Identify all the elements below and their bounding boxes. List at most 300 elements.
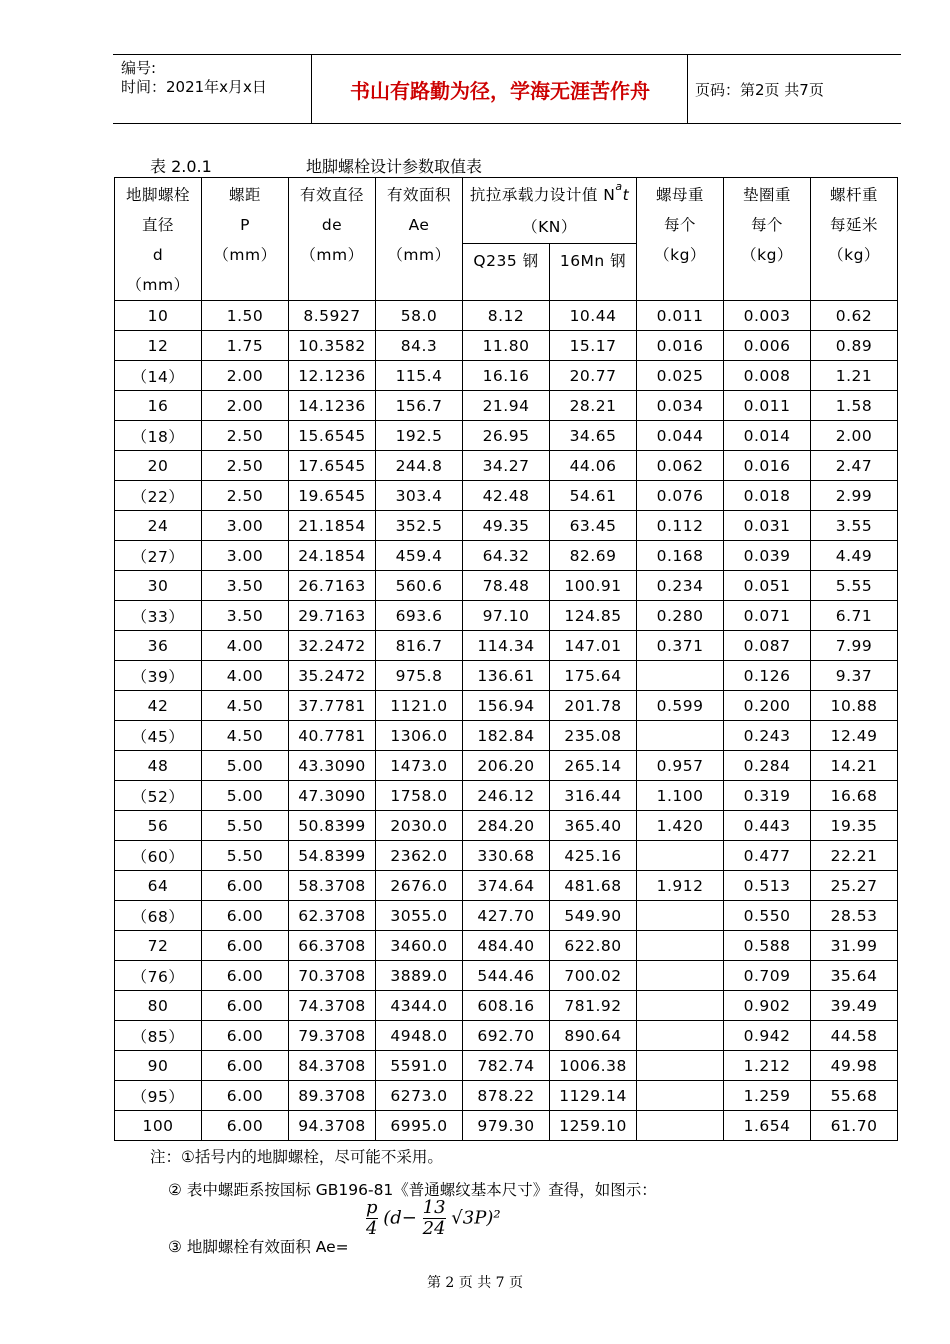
cell-q235: 97.10 (463, 601, 550, 631)
table-row (115, 721, 898, 751)
cell-rod-weight: 1.21 (811, 361, 898, 391)
cell-eff-diameter: 21.1854 (289, 511, 376, 541)
header-washer-weight (724, 178, 811, 301)
cell-washer-weight: 0.051 (724, 571, 811, 601)
cell-q235: 878.22 (463, 1081, 550, 1111)
cell-rod-weight: 31.99 (811, 931, 898, 961)
table-row (115, 601, 898, 631)
cell-diameter: 30 (115, 571, 202, 601)
cell-pitch: 3.50 (202, 601, 289, 631)
cell-q235: 11.80 (463, 331, 550, 361)
cell-pitch: 6.00 (202, 871, 289, 901)
cell-eff-area: 6995.0 (376, 1111, 463, 1141)
cell-16mn: 890.64 (550, 1021, 637, 1051)
header-text: （kg） (828, 246, 880, 264)
cell-eff-diameter: 47.3090 (289, 781, 376, 811)
formula-text: (d− (383, 1207, 417, 1229)
cell-eff-area: 693.6 (376, 601, 463, 631)
cell-washer-weight: 0.071 (724, 601, 811, 631)
cell-eff-area: 1473.0 (376, 751, 463, 781)
cell-diameter: 48 (115, 751, 202, 781)
cell-eff-area: 1121.0 (376, 691, 463, 721)
cell-washer-weight: 0.018 (724, 481, 811, 511)
table-body (115, 301, 898, 1141)
header-text: d (152, 246, 164, 264)
cell-nut-weight (637, 1081, 724, 1111)
cell-rod-weight: 61.70 (811, 1111, 898, 1141)
cell-eff-diameter: 37.7781 (289, 691, 376, 721)
cell-nut-weight (637, 841, 724, 871)
cell-16mn: 265.14 (550, 751, 637, 781)
cell-q235: 64.32 (463, 541, 550, 571)
cell-eff-area: 5591.0 (376, 1051, 463, 1081)
cell-16mn: 15.17 (550, 331, 637, 361)
cell-washer-weight: 1.259 (724, 1081, 811, 1111)
table-row (115, 901, 898, 931)
cell-q235: 608.16 (463, 991, 550, 1021)
cell-eff-diameter: 40.7781 (289, 721, 376, 751)
cell-16mn: 124.85 (550, 601, 637, 631)
cell-eff-area: 352.5 (376, 511, 463, 541)
cell-diameter: （14） (115, 361, 202, 391)
document-number-label: 编号: (121, 59, 157, 77)
cell-washer-weight: 0.902 (724, 991, 811, 1021)
cell-pitch: 6.00 (202, 1021, 289, 1051)
capacity-subscript: t (622, 186, 630, 204)
cell-eff-diameter: 24.1854 (289, 541, 376, 571)
cell-eff-diameter: 14.1236 (289, 391, 376, 421)
cell-washer-weight: 0.008 (724, 361, 811, 391)
cell-q235: 374.64 (463, 871, 550, 901)
cell-eff-area: 3889.0 (376, 961, 463, 991)
cell-rod-weight: 16.68 (811, 781, 898, 811)
cell-q235: 979.30 (463, 1111, 550, 1141)
cell-q235: 49.35 (463, 511, 550, 541)
document-time-label: 时间：2021年x月x日 (121, 78, 267, 96)
cell-pitch: 4.50 (202, 691, 289, 721)
cell-washer-weight: 0.443 (724, 811, 811, 841)
note-1: 注：①括号内的地脚螺栓，尽可能不采用。 (150, 1148, 443, 1166)
cell-pitch: 2.50 (202, 481, 289, 511)
cell-16mn: 365.40 (550, 811, 637, 841)
cell-washer-weight: 0.942 (724, 1021, 811, 1051)
cell-diameter: 24 (115, 511, 202, 541)
cell-pitch: 5.00 (202, 751, 289, 781)
cell-eff-area: 303.4 (376, 481, 463, 511)
table-number: 表 2.0.1 (150, 157, 212, 176)
cell-rod-weight: 49.98 (811, 1051, 898, 1081)
cell-nut-weight: 0.599 (637, 691, 724, 721)
cell-rod-weight: 44.58 (811, 1021, 898, 1051)
cell-nut-weight: 0.112 (637, 511, 724, 541)
table-row (115, 991, 898, 1021)
cell-rod-weight: 28.53 (811, 901, 898, 931)
cell-diameter: （76） (115, 961, 202, 991)
cell-pitch: 3.50 (202, 571, 289, 601)
formula-numerator: p (366, 1197, 378, 1218)
table-row (115, 451, 898, 481)
table-row (115, 1051, 898, 1081)
cell-nut-weight: 0.371 (637, 631, 724, 661)
table-row (115, 1081, 898, 1111)
cell-washer-weight: 0.006 (724, 331, 811, 361)
cell-eff-area: 560.6 (376, 571, 463, 601)
cell-q235: 330.68 (463, 841, 550, 871)
cell-eff-diameter: 15.6545 (289, 421, 376, 451)
table-row (115, 781, 898, 811)
table-row (115, 481, 898, 511)
cell-washer-weight: 0.014 (724, 421, 811, 451)
cell-eff-area: 115.4 (376, 361, 463, 391)
formula-denominator: 24 (422, 1218, 446, 1239)
cell-diameter: 100 (115, 1111, 202, 1141)
cell-nut-weight (637, 1021, 724, 1051)
capacity-superscript: a (615, 180, 623, 193)
table-row (115, 571, 898, 601)
cell-washer-weight: 1.212 (724, 1051, 811, 1081)
cell-eff-diameter: 19.6545 (289, 481, 376, 511)
header-text: （kg） (654, 246, 706, 264)
cell-q235: 34.27 (463, 451, 550, 481)
cell-nut-weight: 1.420 (637, 811, 724, 841)
table-row (115, 541, 898, 571)
header-text: （mm） (300, 246, 364, 264)
cell-eff-area: 2676.0 (376, 871, 463, 901)
cell-eff-diameter: 50.8399 (289, 811, 376, 841)
cell-q235: 114.34 (463, 631, 550, 661)
header-motto: 书山有路勤为径，学海无涯苦作舟 (350, 79, 650, 103)
cell-nut-weight (637, 661, 724, 691)
table-row (115, 301, 898, 331)
cell-eff-diameter: 29.7163 (289, 601, 376, 631)
formula-fraction (423, 1198, 446, 1239)
note-3: ③ 地脚螺栓有效面积 Ae= (168, 1238, 349, 1256)
table-row (115, 421, 898, 451)
formula-fraction (366, 1198, 378, 1239)
cell-q235: 8.12 (463, 301, 550, 331)
cell-pitch: 2.50 (202, 421, 289, 451)
cell-pitch: 1.75 (202, 331, 289, 361)
cell-diameter: 90 (115, 1051, 202, 1081)
header-text: 有效直径 (299, 186, 364, 204)
cell-nut-weight (637, 931, 724, 961)
cell-nut-weight: 0.011 (637, 301, 724, 331)
cell-diameter: （33） (115, 601, 202, 631)
table-row (115, 391, 898, 421)
cell-q235: 284.20 (463, 811, 550, 841)
cell-q235: 16.16 (463, 361, 550, 391)
cell-diameter: （27） (115, 541, 202, 571)
header-text: 每个 (751, 216, 784, 234)
cell-rod-weight: 7.99 (811, 631, 898, 661)
cell-16mn: 63.45 (550, 511, 637, 541)
cell-q235: 206.20 (463, 751, 550, 781)
cell-eff-area: 2030.0 (376, 811, 463, 841)
cell-16mn: 34.65 (550, 421, 637, 451)
cell-eff-area: 58.0 (376, 301, 463, 331)
cell-16mn: 1006.38 (550, 1051, 637, 1081)
cell-diameter: 20 (115, 451, 202, 481)
cell-rod-weight: 10.88 (811, 691, 898, 721)
cell-diameter: （60） (115, 841, 202, 871)
header-effective-area (376, 178, 463, 301)
cell-rod-weight: 5.55 (811, 571, 898, 601)
page-footer: 第 2 页 共 7 页 (426, 1275, 524, 1291)
cell-pitch: 6.00 (202, 931, 289, 961)
table-row (115, 691, 898, 721)
cell-nut-weight (637, 991, 724, 1021)
header-diameter (115, 178, 202, 301)
header-effective-diameter (289, 178, 376, 301)
cell-16mn: 201.78 (550, 691, 637, 721)
cell-diameter: 36 (115, 631, 202, 661)
cell-16mn: 82.69 (550, 541, 637, 571)
header-text: （mm） (126, 276, 190, 294)
cell-16mn: 481.68 (550, 871, 637, 901)
cell-q235: 136.61 (463, 661, 550, 691)
table-row (115, 1111, 898, 1141)
cell-pitch: 6.00 (202, 1111, 289, 1141)
cell-diameter: （68） (115, 901, 202, 931)
cell-rod-weight: 9.37 (811, 661, 898, 691)
cell-nut-weight (637, 1051, 724, 1081)
cell-eff-diameter: 84.3708 (289, 1051, 376, 1081)
cell-washer-weight: 0.087 (724, 631, 811, 661)
note-2: ② 表中螺距系按国标 GB196-81《普通螺纹基本尺寸》查得，如图示： (168, 1181, 657, 1199)
cell-diameter: （95） (115, 1081, 202, 1111)
cell-nut-weight: 1.100 (637, 781, 724, 811)
cell-washer-weight: 0.003 (724, 301, 811, 331)
header-16mn: 16Mn 钢 (550, 244, 637, 301)
cell-pitch: 6.00 (202, 1051, 289, 1081)
cell-nut-weight: 0.957 (637, 751, 724, 781)
header-text: P (240, 216, 250, 234)
table-row (115, 961, 898, 991)
cell-16mn: 10.44 (550, 301, 637, 331)
cell-eff-diameter: 70.3708 (289, 961, 376, 991)
cell-eff-area: 3055.0 (376, 901, 463, 931)
cell-16mn: 147.01 (550, 631, 637, 661)
cell-eff-diameter: 94.3708 (289, 1111, 376, 1141)
cell-nut-weight (637, 1111, 724, 1141)
cell-rod-weight: 25.27 (811, 871, 898, 901)
table-row (115, 661, 898, 691)
cell-pitch: 4.00 (202, 631, 289, 661)
cell-pitch: 6.00 (202, 961, 289, 991)
cell-diameter: 64 (115, 871, 202, 901)
cell-diameter: （22） (115, 481, 202, 511)
cell-eff-area: 2362.0 (376, 841, 463, 871)
cell-eff-diameter: 26.7163 (289, 571, 376, 601)
cell-diameter: （39） (115, 661, 202, 691)
cell-eff-diameter: 58.3708 (289, 871, 376, 901)
cell-nut-weight: 1.912 (637, 871, 724, 901)
anchor-bolt-table (114, 177, 898, 1141)
cell-eff-diameter: 66.3708 (289, 931, 376, 961)
cell-q235: 42.48 (463, 481, 550, 511)
header-text: 螺杆重 (830, 186, 879, 204)
table-row (115, 841, 898, 871)
cell-16mn: 100.91 (550, 571, 637, 601)
header-text: 每延米 (830, 216, 879, 234)
cell-nut-weight: 0.076 (637, 481, 724, 511)
table-row (115, 511, 898, 541)
cell-eff-area: 84.3 (376, 331, 463, 361)
cell-rod-weight: 6.71 (811, 601, 898, 631)
cell-diameter: （45） (115, 721, 202, 751)
cell-q235: 692.70 (463, 1021, 550, 1051)
cell-rod-weight: 22.21 (811, 841, 898, 871)
cell-pitch: 2.50 (202, 451, 289, 481)
cell-eff-area: 192.5 (376, 421, 463, 451)
cell-washer-weight: 0.039 (724, 541, 811, 571)
cell-eff-area: 1306.0 (376, 721, 463, 751)
cell-nut-weight: 0.234 (637, 571, 724, 601)
cell-pitch: 5.00 (202, 781, 289, 811)
cell-washer-weight: 0.011 (724, 391, 811, 421)
cell-rod-weight: 35.64 (811, 961, 898, 991)
cell-q235: 544.46 (463, 961, 550, 991)
cell-rod-weight: 2.99 (811, 481, 898, 511)
cell-pitch: 5.50 (202, 811, 289, 841)
cell-rod-weight: 19.35 (811, 811, 898, 841)
cell-washer-weight: 0.243 (724, 721, 811, 751)
table-row (115, 331, 898, 361)
cell-washer-weight: 0.031 (724, 511, 811, 541)
cell-q235: 26.95 (463, 421, 550, 451)
cell-rod-weight: 3.55 (811, 511, 898, 541)
cell-diameter: 10 (115, 301, 202, 331)
table-row (115, 871, 898, 901)
cell-q235: 246.12 (463, 781, 550, 811)
header-divider (311, 55, 312, 123)
table-row (115, 931, 898, 961)
formula-numerator: 13 (422, 1197, 446, 1218)
header-meta (121, 59, 267, 97)
header-divider (687, 55, 688, 123)
header-text: （mm） (213, 246, 277, 264)
cell-diameter: （85） (115, 1021, 202, 1051)
cell-eff-diameter: 8.5927 (289, 301, 376, 331)
cell-rod-weight: 1.58 (811, 391, 898, 421)
cell-washer-weight: 0.319 (724, 781, 811, 811)
cell-rod-weight: 2.00 (811, 421, 898, 451)
cell-nut-weight: 0.062 (637, 451, 724, 481)
cell-eff-area: 244.8 (376, 451, 463, 481)
cell-rod-weight: 0.62 (811, 301, 898, 331)
cell-nut-weight: 0.280 (637, 601, 724, 631)
cell-16mn: 44.06 (550, 451, 637, 481)
cell-q235: 78.48 (463, 571, 550, 601)
table-row (115, 1021, 898, 1051)
cell-16mn: 700.02 (550, 961, 637, 991)
cell-16mn: 28.21 (550, 391, 637, 421)
cell-washer-weight: 0.709 (724, 961, 811, 991)
cell-pitch: 6.00 (202, 901, 289, 931)
cell-16mn: 1259.10 (550, 1111, 637, 1141)
header-q235: Q235 钢 (463, 244, 550, 301)
formula-denominator: 4 (366, 1218, 378, 1239)
cell-eff-diameter: 62.3708 (289, 901, 376, 931)
cell-diameter: 12 (115, 331, 202, 361)
cell-rod-weight: 2.47 (811, 451, 898, 481)
table-row (115, 751, 898, 781)
cell-eff-area: 459.4 (376, 541, 463, 571)
cell-eff-area: 4948.0 (376, 1021, 463, 1051)
header-text: 地脚螺栓 (125, 186, 190, 204)
header-text: Ae (408, 216, 430, 234)
cell-q235: 156.94 (463, 691, 550, 721)
cell-eff-area: 1758.0 (376, 781, 463, 811)
cell-eff-area: 4344.0 (376, 991, 463, 1021)
effective-area-formula (366, 1198, 501, 1239)
cell-washer-weight: 0.126 (724, 661, 811, 691)
cell-q235: 427.70 (463, 901, 550, 931)
cell-washer-weight: 0.284 (724, 751, 811, 781)
table-row (115, 811, 898, 841)
cell-q235: 782.74 (463, 1051, 550, 1081)
cell-eff-diameter: 32.2472 (289, 631, 376, 661)
cell-pitch: 4.00 (202, 661, 289, 691)
header-tensile-capacity (463, 178, 637, 244)
cell-q235: 21.94 (463, 391, 550, 421)
cell-diameter: （52） (115, 781, 202, 811)
header-text: （KN） (522, 218, 577, 236)
cell-q235: 484.40 (463, 931, 550, 961)
cell-pitch: 2.00 (202, 361, 289, 391)
table-row (115, 361, 898, 391)
cell-16mn: 425.16 (550, 841, 637, 871)
table-title: 地脚螺栓设计参数取值表 (306, 157, 483, 176)
cell-eff-diameter: 43.3090 (289, 751, 376, 781)
cell-nut-weight (637, 721, 724, 751)
header-text: 每个 (664, 216, 697, 234)
cell-eff-diameter: 54.8399 (289, 841, 376, 871)
cell-diameter: 72 (115, 931, 202, 961)
page-header (113, 54, 901, 124)
cell-nut-weight: 0.025 (637, 361, 724, 391)
header-text: 螺距 (228, 186, 261, 204)
cell-16mn: 781.92 (550, 991, 637, 1021)
cell-pitch: 5.50 (202, 841, 289, 871)
cell-pitch: 6.00 (202, 1081, 289, 1111)
cell-eff-diameter: 17.6545 (289, 451, 376, 481)
header-page-info: 页码：第2页 共7页 (695, 81, 824, 99)
cell-eff-area: 156.7 (376, 391, 463, 421)
cell-16mn: 235.08 (550, 721, 637, 751)
cell-rod-weight: 39.49 (811, 991, 898, 1021)
cell-rod-weight: 14.21 (811, 751, 898, 781)
cell-16mn: 20.77 (550, 361, 637, 391)
cell-nut-weight: 0.168 (637, 541, 724, 571)
cell-eff-area: 3460.0 (376, 931, 463, 961)
cell-diameter: （18） (115, 421, 202, 451)
cell-nut-weight (637, 961, 724, 991)
cell-washer-weight: 1.654 (724, 1111, 811, 1141)
cell-eff-diameter: 89.3708 (289, 1081, 376, 1111)
cell-washer-weight: 0.016 (724, 451, 811, 481)
cell-diameter: 56 (115, 811, 202, 841)
cell-16mn: 175.64 (550, 661, 637, 691)
header-text: （kg） (741, 246, 793, 264)
cell-eff-diameter: 79.3708 (289, 1021, 376, 1051)
cell-eff-area: 816.7 (376, 631, 463, 661)
header-pitch (202, 178, 289, 301)
cell-diameter: 16 (115, 391, 202, 421)
cell-washer-weight: 0.588 (724, 931, 811, 961)
cell-pitch: 3.00 (202, 511, 289, 541)
cell-q235: 182.84 (463, 721, 550, 751)
